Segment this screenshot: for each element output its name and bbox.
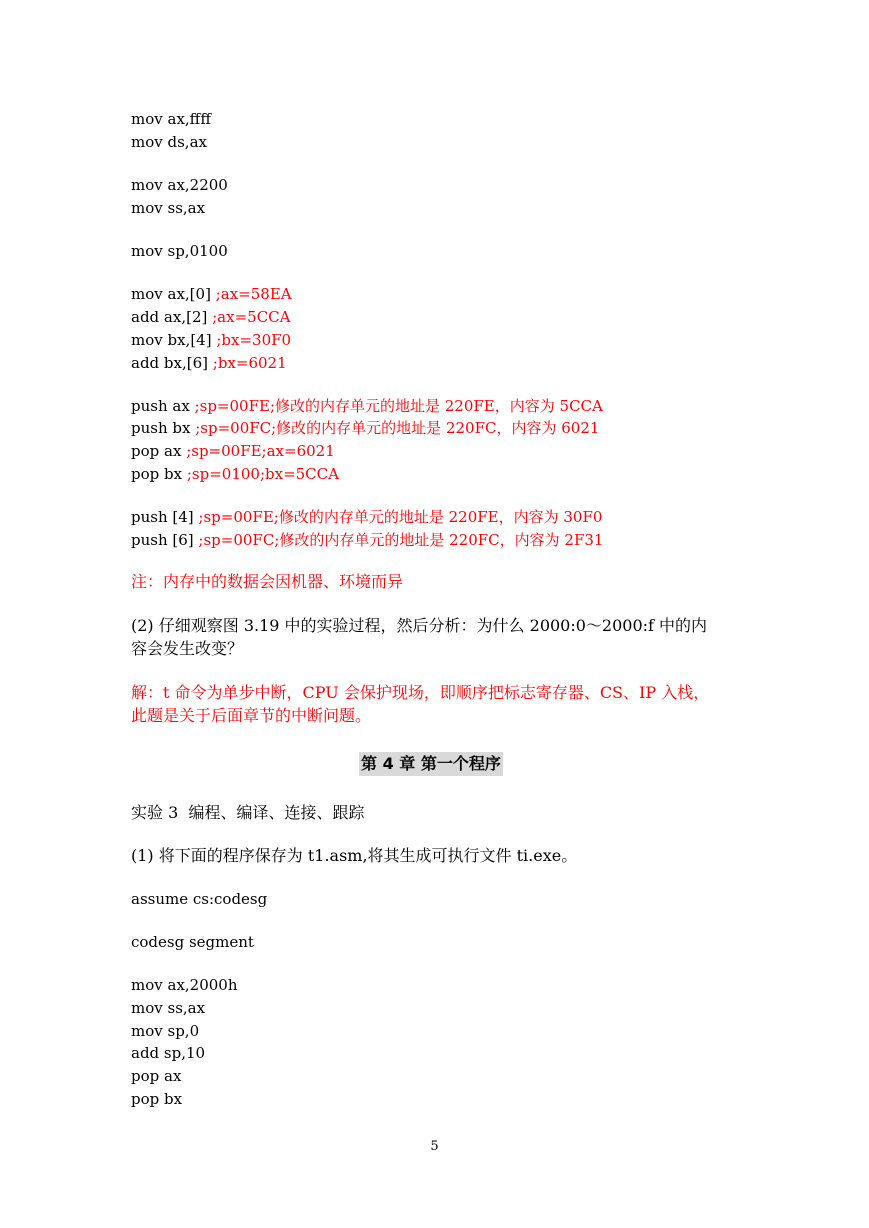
- code-line: mov ds,ax: [131, 133, 207, 151]
- code-line: [131, 530, 603, 550]
- code-comment: ;ax=58EA: [215, 285, 292, 303]
- code-text: add ax,[2]: [131, 308, 208, 326]
- answer-line: 此题是关于后面章节的中断问题。: [131, 706, 372, 725]
- code-text: add bx,[6]: [131, 354, 208, 372]
- code-comment: ;sp=00FE;修改的内存单元的地址是 220FE，内容为 30F0: [198, 508, 603, 526]
- lab-question: (1) 将下面的程序保存为 t1.asm,将其生成可执行文件 ti.exe。: [131, 846, 578, 865]
- answer-line: 解：t 命令为单步中断，CPU 会保护现场，即顺序把标志寄存器、CS、IP 入栈，: [131, 683, 710, 702]
- chapter-heading: 第 4 章 第一个程序: [359, 752, 503, 776]
- code-comment: ;sp=00FE;修改的内存单元的地址是 220FE，内容为 5CCA: [194, 397, 603, 415]
- code-comment: ;sp=00FC;修改的内存单元的地址是 220FC，内容为 2F31: [198, 531, 604, 549]
- code-line: add sp,10: [131, 1044, 206, 1062]
- code-comment: ;ax=5CCA: [212, 308, 291, 326]
- code-text: pop ax: [131, 442, 182, 460]
- code-comment: ;bx=6021: [212, 354, 287, 372]
- code-text: pop bx: [131, 465, 183, 483]
- code-line: [131, 396, 603, 416]
- code-line: [131, 353, 287, 373]
- question-line: 容会发生改变？: [131, 639, 244, 658]
- code-line: [131, 441, 335, 461]
- code-comment: ;sp=00FE;ax=6021: [186, 442, 335, 460]
- question-line: (2) 仔细观察图 3.19 中的实验过程，然后分析：为什么 2000:0～2000:f 中的内: [131, 616, 708, 635]
- code-text: push [4]: [131, 508, 194, 526]
- code-text: push bx: [131, 419, 191, 437]
- code-comment: ;sp=0100;bx=5CCA: [186, 465, 339, 483]
- code-line: [131, 464, 339, 484]
- lab-title: 实验 3 编程、编译、连接、跟踪: [131, 803, 365, 822]
- code-text: mov ax,[0]: [131, 285, 211, 303]
- code-line: mov ss,ax: [131, 199, 206, 217]
- code-line: pop bx: [131, 1090, 183, 1108]
- code-line: mov ss,ax: [131, 999, 206, 1017]
- page-number: 5: [430, 1139, 439, 1154]
- code-line: mov ax,2000h: [131, 976, 238, 994]
- code-line: mov sp,0100: [131, 242, 228, 260]
- code-line: [131, 284, 292, 304]
- note-text: 注：内存中的数据会因机器、环境而异: [131, 572, 404, 591]
- code-line: codesg segment: [131, 933, 254, 951]
- code-text: mov bx,[4]: [131, 331, 212, 349]
- code-line: pop ax: [131, 1067, 182, 1085]
- code-text: push [6]: [131, 531, 194, 549]
- code-line: mov ax,ffff: [131, 110, 211, 128]
- code-line: mov sp,0: [131, 1022, 200, 1040]
- code-line: [131, 507, 602, 527]
- code-comment: ;sp=00FC;修改的内存单元的地址是 220FC，内容为 6021: [195, 419, 600, 437]
- code-line: [131, 418, 599, 438]
- code-comment: ;bx=30F0: [216, 331, 292, 349]
- code-line: [131, 307, 290, 327]
- code-line: [131, 330, 291, 350]
- code-line: assume cs:codesg: [131, 890, 268, 908]
- code-text: push ax: [131, 397, 190, 415]
- code-line: mov ax,2200: [131, 176, 228, 194]
